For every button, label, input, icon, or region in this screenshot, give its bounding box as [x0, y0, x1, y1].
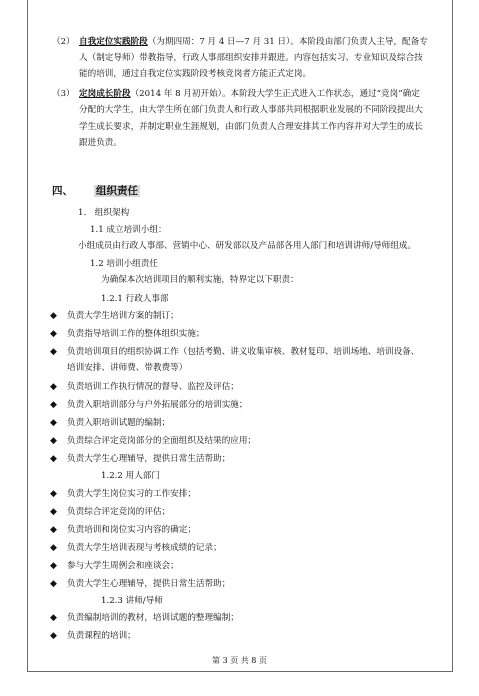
- item-title: 定岗成长阶段: [79, 89, 131, 99]
- bullet-icon: ◆: [50, 454, 57, 464]
- list-item: 参与大学生周例会和座谈会；: [67, 561, 179, 571]
- bullet-icon: ◆: [50, 525, 57, 535]
- bullet-icon: ◆: [50, 489, 57, 499]
- bullet-icon: ◆: [50, 311, 57, 321]
- bullet-icon: ◆: [50, 418, 57, 428]
- list-item: 负责指导培训工作的整体组织实施；: [67, 329, 205, 339]
- outline-heading: 1.1 成立培训小组：: [90, 225, 167, 235]
- list-item: 负责综合评定竞岗的评估；: [67, 507, 171, 517]
- item-first-line: [79, 36, 428, 48]
- list-item: 负责培训工作执行情况的督导、监控及评估；: [67, 382, 239, 392]
- list-item: 负责课程的培训；: [67, 631, 136, 641]
- item-number: （3）: [52, 89, 75, 99]
- bullet-icon: ◆: [50, 436, 57, 446]
- outline-text: 为确保本次培训项目的顺利实施，特界定以下职责：: [101, 275, 299, 285]
- list-item: 负责入职培训试题的编制；: [67, 418, 171, 428]
- bullet-icon: ◆: [50, 329, 57, 339]
- list-item: 负责培训和岗位实习内容的确定；: [67, 525, 196, 535]
- list-item: 负责大学生心理辅导，提供日常生活帮助；: [67, 579, 231, 589]
- item-text: 分配的大学生，由大学生所在部门负责人和行政人事部共同根据职业发展的不同阶段提出大: [79, 105, 423, 115]
- list-item-continuation: 培训安排、讲师费、带教费等）: [67, 363, 188, 373]
- bullet-icon: ◆: [50, 543, 57, 553]
- list-item: 负责大学生心理辅导，提供日常生活帮助；: [67, 454, 231, 464]
- bullet-icon: ◆: [50, 631, 57, 641]
- bullet-icon: ◆: [50, 561, 57, 571]
- frame-bottom: [27, 671, 453, 672]
- bullet-icon: ◆: [50, 400, 57, 410]
- list-item: 负责培训项目的组织协调工作（包括考勤、讲义收集审核、教材复印、培训场地、培训设备、: [67, 347, 420, 357]
- item-first-line: [79, 88, 420, 100]
- item-title: 自我定位实践阶段: [79, 37, 148, 47]
- list-item: 负责综合评定竞岗部分的全面组织及结果的应用；: [67, 436, 257, 446]
- outline-text: 小组成员由行政人事部、营销中心、研发部以及产品部各用人部门和培训讲师/导师组成。: [78, 241, 417, 251]
- frame-left: [27, 0, 28, 671]
- list-item: 负责大学生培训表现与考核成绩的记录；: [67, 543, 222, 553]
- section-title: 组织责任: [96, 185, 138, 197]
- list-item: 负责大学生培训方案的制订；: [67, 311, 179, 321]
- item-text: （2014 年 8 月初开始）。本阶段大学生正式进入工作状态，通过“竞岗”确定: [130, 89, 420, 99]
- list-item: 负责入职培训部分与户外拓展部分的培训实施；: [67, 400, 248, 410]
- bullet-icon: ◆: [50, 507, 57, 517]
- bullet-icon: ◆: [50, 382, 57, 392]
- item-number: （2）: [52, 37, 75, 47]
- list-item: 负责大学生岗位实习的工作安排；: [67, 489, 196, 499]
- frame-right: [452, 0, 453, 671]
- outline-heading: 1.2.2 用人部门: [101, 471, 160, 481]
- item-text: 人（制定导师）带教指导，行政人事部组织安排并跟进。内容包括实习、专业知识及综合技: [79, 53, 423, 63]
- outline-heading: 1.2.1 行政人事部: [101, 294, 169, 304]
- outline-heading: 1.2 培训小组责任: [90, 259, 158, 269]
- outline-heading: 1.2.3 讲师/导师: [101, 596, 163, 606]
- outline-heading: 1. 组织架构: [78, 208, 130, 218]
- bullet-icon: ◆: [50, 347, 57, 357]
- section-number: 四、: [52, 185, 73, 197]
- list-item: 负责编制培训的教材，培训试题的整理编制；: [67, 613, 239, 623]
- bullet-icon: ◆: [50, 579, 57, 589]
- item-text: 能的培训，通过自我定位实践阶段考核竞岗者方能正式定岗。: [79, 69, 312, 79]
- item-text: 跟进负责。: [79, 138, 122, 148]
- item-text: （为期四周：7 月 4 日—7 月 31 日）。本阶段由部门负责人主导，配备专: [147, 37, 428, 47]
- item-text: 学生成长要求，并制定职业生涯规划，由部门负责人合理安排其工作内容并对大学生的成长: [79, 122, 423, 132]
- bullet-icon: ◆: [50, 613, 57, 623]
- page-footer: 第 3 页 共 8 页: [212, 656, 267, 665]
